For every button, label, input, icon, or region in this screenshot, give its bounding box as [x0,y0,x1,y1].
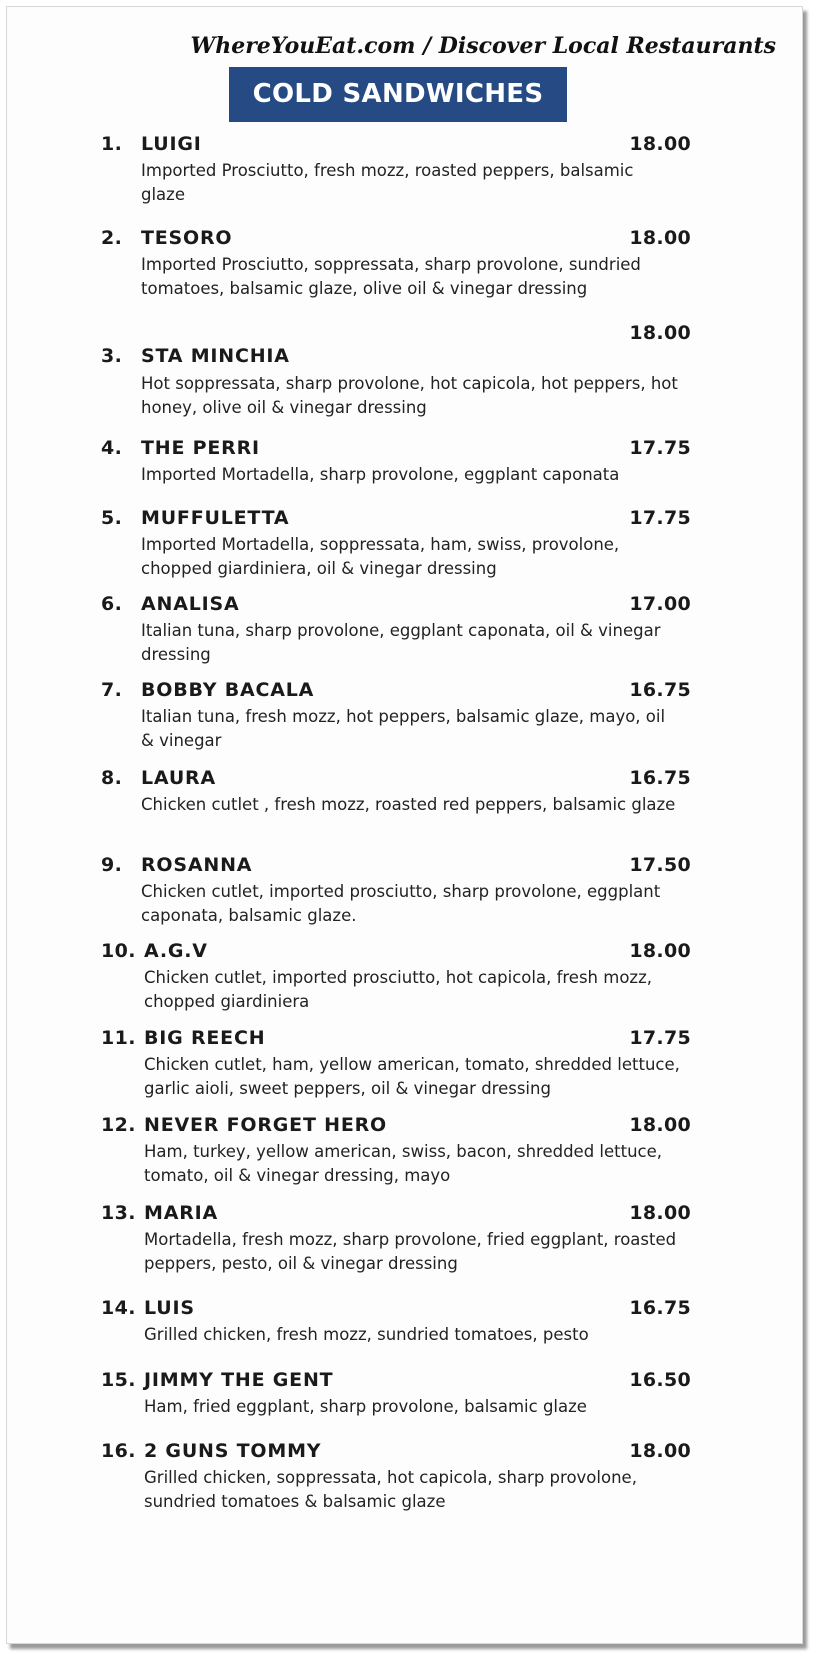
item-price: 18.00 [629,1440,691,1462]
item-name: A.G.V [144,940,208,962]
item-name: BOBBY BACALA [141,679,315,701]
item-number: 11. [101,1027,136,1049]
item-price: 18.00 [629,133,691,155]
menu-page [6,6,803,1644]
item-description: Italian tuna, fresh mozz, hot peppers, balsamic glaze, mayo, oil & vinegar [141,707,666,750]
item-name: ANALISA [141,593,240,615]
item-number: 15. [101,1369,136,1391]
item-price: 16.75 [629,679,691,701]
item-name: 2 GUNS TOMMY [144,1440,322,1462]
item-name: MUFFULETTA [141,507,290,529]
item-price: 17.00 [629,593,691,615]
item-description: Chicken cutlet, imported prosciutto, hot capicola, fresh mozz, chopped giardiniera [144,968,652,1011]
item-number: 9. [101,854,123,876]
item-number: 6. [101,593,123,615]
item-name: TESORO [141,227,233,249]
item-description: Italian tuna, sharp provolone, eggplant caponata, oil & vinegar dressing [141,621,661,664]
item-description: Chicken cutlet, imported prosciutto, sharp provolone, eggplant caponata, balsamic glaze. [141,882,661,925]
item-name: MARIA [144,1202,219,1224]
item-name: LUIS [144,1297,195,1319]
item-price: 18.00 [629,227,691,249]
item-price: 18.00 [629,940,691,962]
item-number: 14. [101,1297,136,1319]
item-name: ROSANNA [141,854,253,876]
item-description: Imported Prosciutto, fresh mozz, roasted peppers, balsamic glaze [141,161,634,204]
item-price: 16.75 [629,767,691,789]
item-description: Grilled chicken, soppressata, hot capicola, sharp provolone, sundried tomatoes & balsamic glaze [144,1468,637,1511]
item-number: 2. [101,227,123,249]
site-watermark: WhereYouEat.com / Discover Local Restaurants [190,33,776,59]
item-name: LAURA [141,767,216,789]
item-description: Ham, fried eggplant, sharp provolone, balsamic glaze [144,1397,587,1416]
item-price: 17.75 [629,1027,691,1049]
item-number: 5. [101,507,123,529]
item-name: BIG REECH [144,1027,266,1049]
item-price: 18.00 [629,1202,691,1224]
item-description: Hot soppressata, sharp provolone, hot capicola, hot peppers, hot honey, olive oil & vinegar dressing [141,374,678,417]
item-number: 1. [101,133,123,155]
item-name: NEVER FORGET HERO [144,1114,387,1136]
section-title: COLD SANDWICHES [229,67,567,122]
item-price: 17.50 [629,854,691,876]
item-number: 16. [101,1440,136,1462]
item-price: 18.00 [629,1114,691,1136]
item-description: Mortadella, fresh mozz, sharp provolone, fried eggplant, roasted peppers, pesto, oil & vinegar dressing [144,1230,677,1273]
item-number: 10. [101,940,136,962]
item-price: 18.00 [629,322,691,344]
item-description: Imported Prosciutto, soppressata, sharp provolone, sundried tomatoes, balsamic glaze, olive oil & vinegar dressing [141,255,641,298]
item-number: 3. [101,345,123,367]
item-name: STA MINCHIA [141,345,290,367]
item-description: Ham, turkey, yellow american, swiss, bacon, shredded lettuce, tomato, oil & vinegar dressing, mayo [144,1142,663,1185]
item-description: Chicken cutlet , fresh mozz, roasted red peppers, balsamic glaze [141,795,676,814]
item-price: 16.75 [629,1297,691,1319]
item-name: LUIGI [141,133,202,155]
item-description: Chicken cutlet, ham, yellow american, tomato, shredded lettuce, garlic aioli, sweet peppers, oil & vinegar dressing [144,1055,680,1098]
item-name: THE PERRI [141,437,260,459]
item-description: Imported Mortadella, sharp provolone, eggplant caponata [141,465,620,484]
item-number: 13. [101,1202,136,1224]
item-number: 7. [101,679,123,701]
item-number: 8. [101,767,123,789]
item-price: 17.75 [629,507,691,529]
item-description: Imported Mortadella, soppressata, ham, swiss, provolone, chopped giardiniera, oil & vinegar dressing [141,535,620,578]
item-price: 17.75 [629,437,691,459]
item-number: 4. [101,437,123,459]
item-price: 16.50 [629,1369,691,1391]
item-description: Grilled chicken, fresh mozz, sundried tomatoes, pesto [144,1325,589,1344]
item-name: JIMMY THE GENT [144,1369,334,1391]
item-number: 12. [101,1114,136,1136]
